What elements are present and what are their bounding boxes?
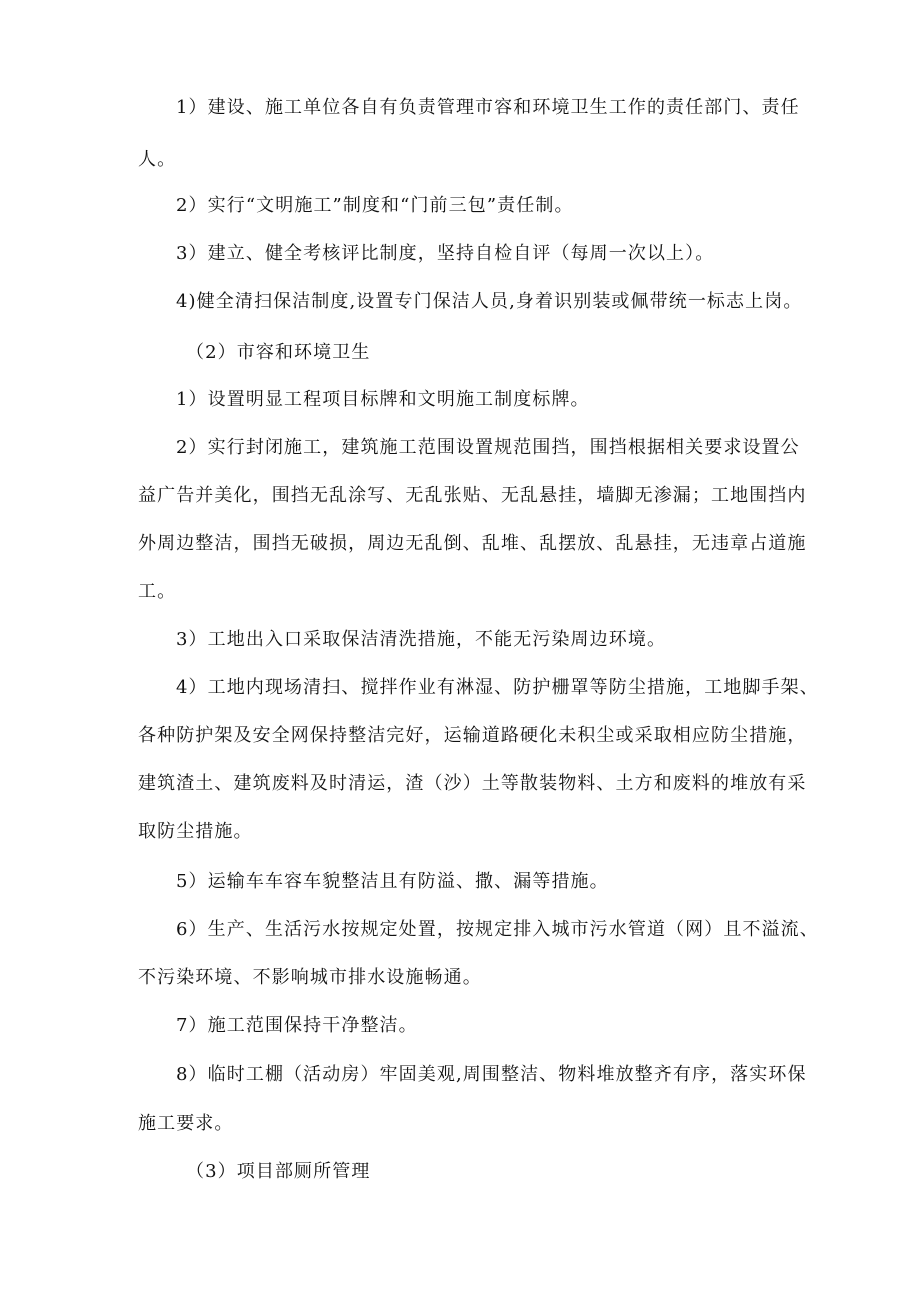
paragraph-line: 益广告并美化，围挡无乱涂写、无乱张贴、无乱悬挂，墙脚无渗漏；工地围挡内 [138, 485, 807, 506]
paragraph-line: 6）生产、生活污水按规定处置，按规定排入城市污水管道（网）且不溢流、 [176, 919, 819, 940]
paragraph-line: 施工要求。 [138, 1113, 234, 1134]
paragraph-line: 建筑渣土、建筑废料及时清运，渣（沙）土等散装物料、土方和废料的堆放有采 [138, 773, 807, 794]
paragraph-line: 3）建立、健全考核评比制度，坚持自检自评（每周一次以上）。 [176, 243, 715, 264]
paragraph-line: 3）工地出入口采取保洁清洗措施，不能无污染周边环境。 [176, 629, 667, 650]
paragraph-line: 人。 [138, 149, 177, 170]
paragraph-line: 4）工地内现场清扫、搅拌作业有淋湿、防护栅罩等防尘措施，工地脚手架、 [176, 677, 819, 698]
paragraph-line: 2）实行“文明施工”制度和“门前三包”责任制。 [176, 195, 574, 216]
section-heading: （3）项目部厕所管理 [186, 1161, 371, 1182]
paragraph-line: 各种防护架及安全网保持整洁完好，运输道路硬化未积尘或采取相应防尘措施， [138, 725, 807, 746]
paragraph-line: 1）建设、施工单位各自有负责管理市容和环境卫生工作的责任部门、责任 [176, 97, 800, 118]
paragraph-line: 8）临时工棚（活动房）牢固美观,周围整洁、物料堆放整齐有序，落实环保 [176, 1064, 807, 1085]
paragraph-line: 取防尘措施。 [138, 821, 253, 842]
paragraph-line: 工。 [138, 581, 177, 602]
paragraph-line: 5）运输车车容车貌整洁且有防溢、撒、漏等措施。 [176, 871, 609, 892]
paragraph-line: 外周边整洁，围挡无破损，周边无乱倒、乱堆、乱摆放、乱悬挂，无违章占道施 [138, 533, 807, 554]
paragraph-line: 7）施工范围保持干净整洁。 [176, 1015, 418, 1036]
paragraph-line: 4)健全清扫保洁制度,设置专门保洁人员,身着识别装或佩带统一标志上岗。 [176, 291, 803, 312]
paragraph-line: 不污染环境、不影响城市排水设施畅通。 [138, 967, 482, 988]
paragraph-line: 2）实行封闭施工，建筑施工范围设置规范围挡，围挡根据相关要求设置公 [176, 437, 800, 458]
paragraph-line: 1）设置明显工程项目标牌和文明施工制度标牌。 [176, 389, 590, 410]
section-heading: （2）市容和环境卫生 [186, 342, 371, 363]
